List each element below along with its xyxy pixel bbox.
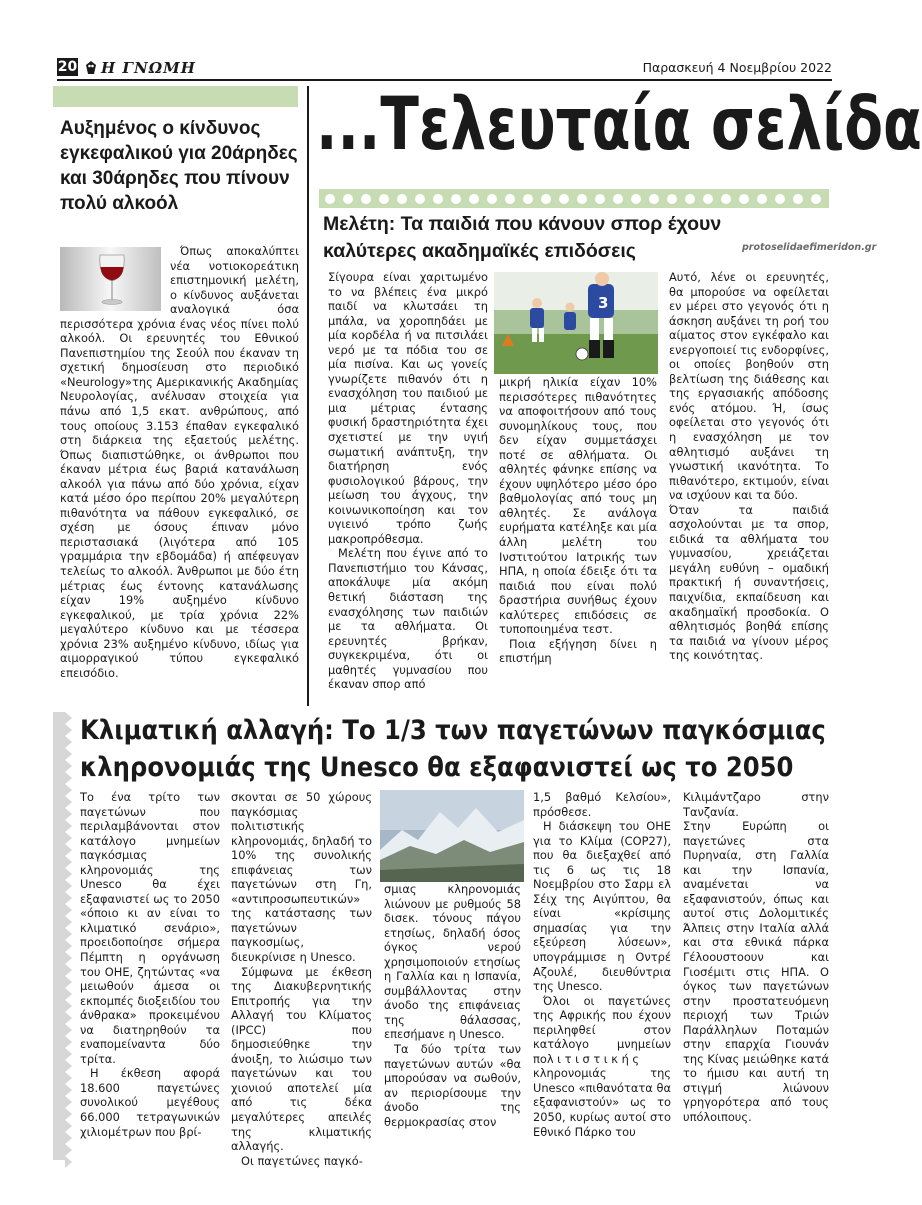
sports-paragraph: Αυτό, λένε οι ερευνητές, θα μπορούσε να οφείλεται εν μέρει στο γεγονός ότι η άσκηση αυξάνει τη ροή του αίματος στον εγκέφαλο και ενεργοποιεί τις ενδορφίνες, οι οποίες βοηθούν στη βελτίωση της διάθεσης και της εργασιακής απόδοσης ενός ατόμου. Ή, ίσως οφείλεται στο γεγονός ότι η ενασχόληση με τον αθλητισμό αυξάνει τη γνωστική ικανότητα. Το πιθανότερο, εκτιμούν, είναι να ισχύουν και τα δύο.	[669, 270, 829, 503]
paper-name-text: Η ΓΝΩΜΗ	[101, 59, 196, 77]
accent-dot	[739, 194, 749, 204]
climate-column-3	[384, 882, 521, 1129]
sports-paragraph: Μελέτη που έγινε από το Πανεπιστήμιο του Κάνσας, αποκάλυψε μία ακόμη θετική διάσταση της ενασχόλησης των παιδιών με τα αθλήματα. Οι ερευνητές βρήκαν, συγκεκριμένα, ότι οι μαθητές γυμνασίου που έκαναν σπορ από	[328, 546, 488, 692]
accent-dot	[541, 194, 551, 204]
climate-paragraph: Κιλιμάντζαρο στην Τανζανία.	[683, 790, 829, 819]
zigzag-border	[53, 712, 72, 1160]
accent-dot	[487, 194, 497, 204]
sports-paragraph: Σίγουρα είναι χαριτωμένο το να βλέπεις ένα μικρό παιδί να κλωτσάει τη μπάλα, να χοροπηδάει με μία κορδέλα ή να πιτσιλάει νερό με τα πόδια του σε μία πισίνα. Και ως γονείς γνωρίζετε πιθανόν ότι η ενασχόληση του παιδιού με μια μέτριας έντασης φυσική δραστηριότητα έχει σχετιστεί με την υγιή σωματική ανάπτυξη, την διατήρηση ενός φυσιολογικού βάρους, την μείωση του άγχους, την κοινωνικοποίηση και τον υγιεινό τρόπο ζωής μακροπρόθεσμα.	[328, 270, 488, 546]
climate-text: Όλοι οι παγετώνες της Αφρικής που έχουν περιληφθεί στον κατάλογο μνημείων πο	[533, 993, 671, 1066]
climate-paragraph: Τα δύο τρίτα των παγετώνων αυτών «θα μπορούσαν να σωθούν, αν περιορίσουμε την άνοδο της θερμοκρασίας στον	[384, 1042, 521, 1129]
climate-paragraph: σκονται σε 50 χώρους παγκόσμιας πολιτιστικής κληρονομιάς, δηλαδή το 10% της συνολικής επιφάνειας των παγετώνων στη Γη, «αντιπροσωπευτικών» της κατάστασης των παγετώνων παγκοσμίως, διευκρίνισε η Unesco.	[231, 790, 372, 965]
climate-paragraph: σμιας κληρονομιάς λιώνουν με ρυθμούς 58 δισεκ. τόνους πάγου ετησίως, δηλαδή όσος όγκος νερού χρησιμοποιούν ετησίως η Γαλλία και η Ισπανία, συμβάλλοντας στην άνοδο της επιφάνειας της θάλασσας, επεσήμανε η Unesco.	[384, 882, 521, 1042]
accent-dot	[379, 194, 389, 204]
dotted-accent-bar	[319, 189, 829, 208]
sports-column-2	[499, 375, 657, 666]
accent-dot	[415, 194, 425, 204]
climate-column-1	[80, 790, 220, 1139]
climate-paragraph	[533, 994, 671, 1139]
accent-dot	[667, 194, 677, 204]
zigzag-edge	[65, 712, 72, 1168]
sports-paragraph: Ποια εξήγηση δίνει η επιστήμη	[499, 636, 657, 666]
accent-dot	[577, 194, 587, 204]
climate-paragraph: Οι παγετώνες παγκό-	[241, 1153, 363, 1168]
accent-dot	[523, 194, 533, 204]
accent-dot	[433, 194, 443, 204]
alcohol-article-title: Αυξημένος ο κίνδυνος εγκεφαλικού για 20άρηδες και 30άρηδες που πίνουν πολύ αλκοόλ	[60, 118, 298, 214]
accent-dot	[613, 194, 623, 204]
column-divider	[307, 86, 309, 706]
climate-paragraph: Σύμφωνα με έκθεση της Διακυβερνητικής Επιτροπής για την Αλλαγή του Κλίματος (IPCC) που δημοσιεύθηκε την άνοιξη, το λιώσιμο των παγετώνων και του χιονιού αποτελεί μία από τις δέκα μεγαλύτερες απειλές της κλιματικής αλλαγής.	[231, 964, 372, 1154]
accent-dot	[397, 194, 407, 204]
climate-text: κληρονομιάς της Unesco «πιθανότατα θα εξαφανιστούν» ως το 2050, κυρίως αυτοί στο Εθνικό Πάρκο του	[533, 1066, 671, 1139]
alcohol-paragraph: Όπως αποκαλύπτει νέα νοτιοκορεάτικη επιστημονική μελέτη, ο κίνδυνος αυξάνεται αναλογικά όσα περισσότερα χρόνια ένας νέος πίνει πολύ αλκοόλ. Οι ερευνητές του Εθνικού Πανεπιστημίου της Σεούλ που έκαναν τη σχετική δημοσίευση στο περιοδικό «Neurology»της Αμερικανικής Ακαδημίας Νευρολογίας, ανέλυσαν στοιχεία για πάνω από 1,5 εκατ. ανθρώπους, από τους οποίους 3.153 έπαθαν εγκεφαλικό στη διάρκεια της εξαετούς μελέτης. Όπως διαπιστώθηκε, οι άνθρωποι που έκαναν μέτρια έως βαριά κατανάλωση αλκοόλ για πάνω από δύο χρόνια, είχαν κατά μέσο όρο περίπου 20% μεγαλύτερη πιθανότητα να πάθουν εγκεφαλικό, σε σχέση με όσους έπιναν μόνο περιστασιακά (λιγότερα από 105 γραμμάρια την εβδομάδα) ή απέφευγαν τελείως το αλκοόλ. Άνθρωποι με δύο έτη μέτριας έως έντονης κατανάλωσης είχαν 19% αυξημένο κίνδυνο εγκεφαλικού, με τρία χρόνια 22% μεγαλύτερο κίνδυνο και με τέσσερα χρόνια 23% αυξημένο κίνδυνο, ιδίως για αιμορραγικού τύπου εγκεφαλικό επεισόδιο.	[60, 244, 299, 680]
svg-text:3: 3	[598, 294, 609, 312]
sports-column-3	[669, 270, 829, 663]
wine-glass-photo	[60, 247, 161, 311]
accent-dot	[361, 194, 371, 204]
left-accent-bar	[53, 86, 298, 107]
accent-dot	[721, 194, 731, 204]
accent-dot	[793, 194, 803, 204]
accent-dot	[703, 194, 713, 204]
sports-paragraph: Όταν τα παιδιά ασχολούνται με τα σπορ, ειδικά τα αθλήματα του γυμνασίου, χρειάζεται μεγάλη ευθύνη – ομαδική πρακτική ή συναντήσεις, παιχνίδια, εκπαίδευση και ακαδημαϊκή προσδοκία. Ο αθλητισμός βοηθά επίσης τα παιδιά να γίνουν μέρος της κοινότητας.	[669, 502, 829, 663]
climate-paragraph: 1,5 βαθμό Κελσίου», πρόσθεσε.	[533, 790, 671, 819]
section-title: ...Τελευταία σελίδα	[316, 82, 922, 167]
glacier-photo	[380, 790, 524, 882]
accent-dot	[559, 194, 569, 204]
climate-column-4	[533, 790, 671, 1139]
sports-column-1	[328, 270, 488, 692]
climate-paragraph: Στην Ευρώπη οι παγετώνες στα Πυρηναία, στη Γαλλία και την Ισπανία, αναμένεται να εξαφανιστούν, όπως και αυτοί στις Δολομιτικές Άλπεις στην Ιταλία αλλά και στα εθνικά πάρκα Γέλοουστοουν και Γιοσέμιτι στις ΗΠΑ. Ο όγκος των παγετώνων στην προστατευόμενη περιοχή των Τριών Παράλληλων Ποταμών στην επαρχία Γιουνάν της Κίνας μειώθηκε κατά το ήμισυ και αυτή τη στιγμή λιώνουν γρηγορότερα από τους υπόλοιπους.	[683, 819, 829, 1125]
climate-text: λιτιστικής	[546, 1051, 643, 1066]
owl-logo-icon	[84, 60, 98, 79]
accent-dot	[649, 194, 659, 204]
climate-paragraph: Η διάσκεψη του ΟΗΕ για το Κλίμα (COP27), που θα διεξαχθεί από τις 6 ως τις 18 Νοεμβρίου στο Σαρμ ελ Σέιχ της Αιγύπτου, θα είναι «κρίσιμης σημασίας για την εξεύρεση λύσεων», υπογράμμισε η Οντρέ Αζουλέ, διευθύντρια της Unesco.	[533, 819, 671, 994]
accent-dot	[811, 194, 821, 204]
climate-paragraph: Η έκθεση αφορά 18.600 παγετώνες συνολικού μεγέθους 66.000 τετραγωνικών χιλιομέτρων που βρί-	[80, 1066, 220, 1139]
sports-paragraph: μικρή ηλικία είχαν 10% περισσότερες πιθανότητες να αποφοιτήσουν από τους συνομηλίκους τους, που δεν είχαν συμμετάσχει ποτέ σε αθλήματα. Οι αθλητές φάνηκε επίσης να έχουν υψηλότερο μέσο όρο βαθμολογίας από τους μη αθλητές. Σε ανάλογα ευρήματα κατέληξε και μία άλλη μελέτη του Ινστιτούτου Ιατρικής των ΗΠΑ, η οποία έδειξε ότι τα παιδιά που είναι πολύ δραστήρια συνήθως έχουν καλύτερες επιδόσεις σε τυποποιημένα τεστ.	[499, 375, 657, 637]
climate-article-title: Κλιματική αλλαγή: Το 1/3 των παγετώνων παγκόσμιας κληρονομιάς της Unesco θα εξαφανιστεί ως το 2050	[80, 715, 826, 783]
alcohol-article-body	[60, 244, 299, 680]
accent-dot	[685, 194, 695, 204]
climate-column-5	[683, 790, 829, 1125]
paper-name	[84, 59, 196, 79]
page-number: 20	[57, 59, 78, 75]
climate-column-2	[231, 790, 372, 1168]
sports-article-title: Μελέτη: Τα παιδιά που κάνουν σπορ έχουν καλύτερες ακαδημαϊκές επιδόσεις	[323, 213, 722, 262]
accent-dot	[631, 194, 641, 204]
accent-dot	[343, 194, 353, 204]
accent-dot	[505, 194, 515, 204]
kids-soccer-photo	[494, 272, 658, 374]
accent-dot	[775, 194, 785, 204]
accent-dot	[595, 194, 605, 204]
watermark: protoselidaefimeridon.gr	[742, 242, 877, 253]
accent-dot	[469, 194, 479, 204]
accent-dot	[451, 194, 461, 204]
accent-dot	[757, 194, 767, 204]
climate-paragraph: Το ένα τρίτο των παγετώνων που περιλαμβάνονται στον κατάλογο μνημείων παγκόσμιας κληρονομιάς της Unesco θα έχει εξαφανιστεί ως το 2050 «όποιο κι αν είναι το κλιματικό σενάριο», προειδοποίησε σήμερα Πέμπτη η οργάνωση του ΟΗΕ, ζητώντας «να μειωθούν άμεσα οι εκπομπές διοξειδίου του άνθρακα» προκειμένου να διατηρηθούν τα εναπομείναντα δύο τρίτα.	[80, 790, 220, 1066]
accent-dot	[325, 194, 335, 204]
issue-date: Παρασκευή 4 Νοεμβρίου 2022	[642, 60, 832, 75]
